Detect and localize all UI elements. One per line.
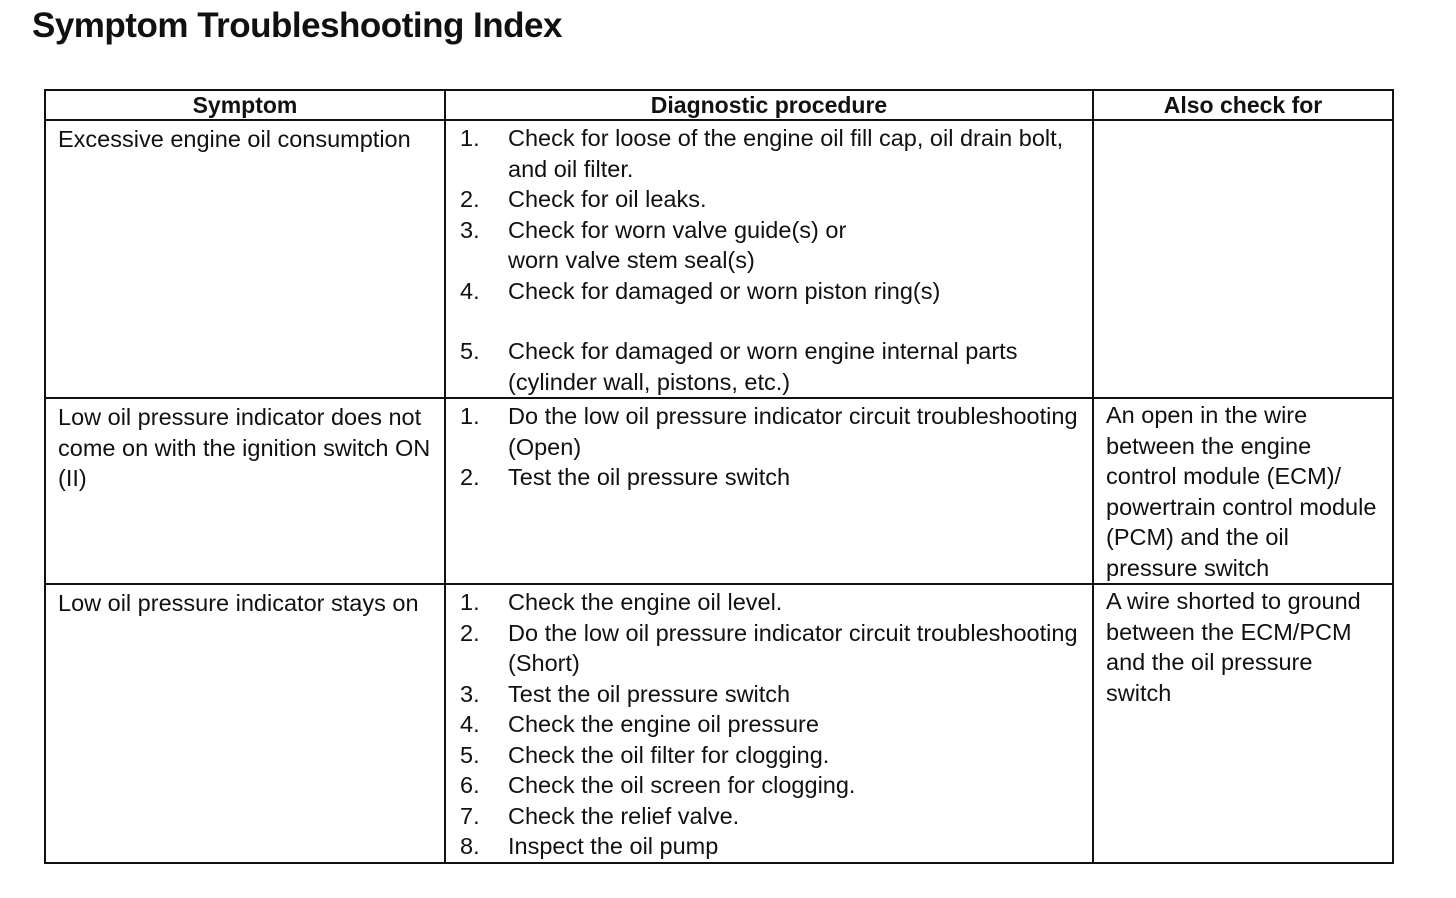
step-number: 5.	[460, 741, 480, 768]
header-symptom: Symptom	[45, 90, 445, 120]
table-body	[45, 120, 1393, 863]
step-text: Check the relief valve.	[508, 802, 740, 829]
step-number: 6.	[460, 772, 480, 798]
procedure-step	[460, 618, 1086, 679]
procedure-step	[460, 336, 1086, 397]
step-number: 2.	[460, 619, 480, 646]
procedure-cell	[445, 120, 1093, 398]
procedure-step	[460, 184, 1086, 215]
page-title: Symptom Troubleshooting Index	[32, 6, 562, 45]
procedure-cell	[445, 584, 1093, 863]
also-check-cell	[1093, 584, 1393, 863]
symptom-cell	[45, 584, 445, 863]
procedure-step	[460, 462, 1086, 493]
header-also-check-for: Also check for	[1093, 90, 1393, 120]
procedure-step	[460, 276, 1086, 307]
symptom-cell	[45, 120, 445, 398]
table-row	[45, 120, 1393, 398]
procedure-step	[460, 215, 1086, 276]
table-header	[45, 90, 1393, 120]
procedure-step	[460, 801, 1086, 832]
procedure-step	[460, 587, 1086, 618]
symptom-text: Excessive engine oil consumption	[58, 126, 411, 152]
also-check-cell	[1093, 398, 1393, 584]
step-text: Test the oil pressure switch	[508, 680, 791, 707]
step-text: Test the oil pressure switch	[508, 464, 791, 490]
procedure-step	[460, 740, 1086, 771]
step-number: 1.	[460, 589, 480, 615]
step-number: 2.	[460, 464, 480, 490]
step-text: Check for loose of the engine oil fill cap, oil drain bolt, and oil filter.	[508, 125, 1064, 182]
also-check-text: A wire shorted to ground between the ECM/PCM and the oil pressure switch	[1106, 588, 1361, 706]
step-text: Check for damaged or worn piston ring(s)	[508, 277, 941, 304]
procedure-step-list	[460, 587, 1086, 862]
step-text: Check for worn valve guide(s) or worn valve stem seal(s)	[508, 216, 847, 273]
step-number: 7.	[460, 802, 480, 829]
step-text: Check the engine oil pressure	[508, 711, 819, 737]
step-text: Do the low oil pressure indicator circuit troubleshooting (Short)	[508, 619, 1078, 676]
step-number: 3.	[460, 680, 480, 707]
step-number: 2.	[460, 186, 480, 212]
header-diagnostic-procedure: Diagnostic procedure	[445, 90, 1093, 120]
step-number: 1.	[460, 403, 480, 429]
procedure-step	[460, 709, 1086, 740]
troubleshooting-table	[44, 89, 1394, 864]
header-row	[45, 90, 1393, 120]
procedure-step	[460, 679, 1086, 710]
step-text: Check the engine oil level.	[508, 589, 783, 615]
procedure-step	[460, 770, 1086, 801]
step-number: 8.	[460, 833, 480, 859]
also-check-cell	[1093, 120, 1393, 398]
procedure-cell	[445, 398, 1093, 584]
procedure-step	[460, 831, 1086, 862]
procedure-step	[460, 401, 1086, 462]
step-text: Check for oil leaks.	[508, 186, 707, 212]
step-text: Check the oil screen for clogging.	[508, 772, 856, 798]
step-number: 3.	[460, 216, 480, 243]
step-text: Check for damaged or worn engine internal parts (cylinder wall, pistons, etc.)	[508, 338, 1018, 395]
step-text: Check the oil filter for clogging.	[508, 741, 830, 768]
procedure-step-list	[460, 123, 1086, 397]
step-text: Do the low oil pressure indicator circuit troubleshooting (Open)	[508, 403, 1078, 460]
also-check-text: An open in the wire between the engine control module (ECM)/ powertrain control module (PCM) and the oil pressure switch	[1106, 402, 1377, 581]
step-number: 4.	[460, 711, 480, 737]
symptom-cell	[45, 398, 445, 584]
procedure-step	[460, 123, 1086, 184]
step-number: 4.	[460, 277, 480, 304]
table-row	[45, 398, 1393, 584]
table-row	[45, 584, 1393, 863]
symptom-text: Low oil pressure indicator stays on	[58, 590, 419, 616]
symptom-text: Low oil pressure indicator does not come on with the ignition switch ON (II)	[58, 404, 431, 491]
procedure-step-list	[460, 401, 1086, 493]
step-number: 1.	[460, 125, 480, 151]
step-text: Inspect the oil pump	[508, 833, 719, 859]
step-number: 5.	[460, 338, 480, 364]
